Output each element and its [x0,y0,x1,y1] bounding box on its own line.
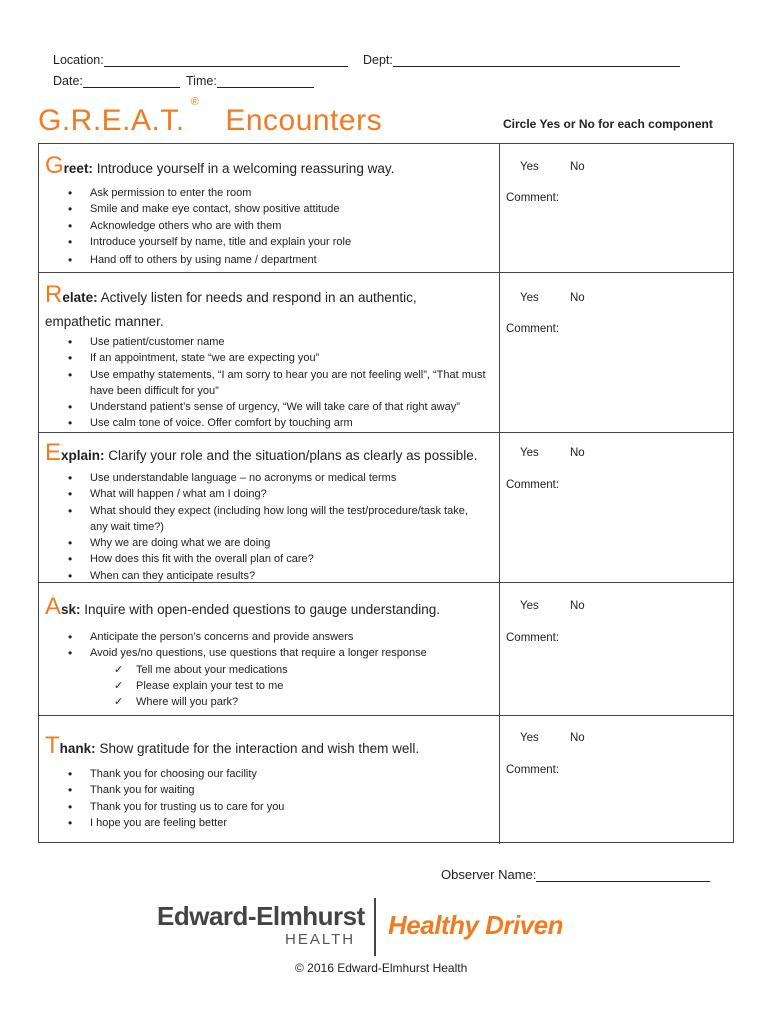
section-description: Show gratitude for the interaction and wish them well. [95,741,420,756]
column-divider [499,583,500,716]
list-item: • When can they anticipate results? [39,568,495,584]
sub-list-item: ✓ Tell me about your medications [39,662,495,678]
great-table [38,143,734,843]
section-description: Clarify your role and the situation/plans as clearly as possible. [104,448,478,463]
time-label: Time: [186,74,217,88]
list-item: • What should they expect (including how long will the test/procedure/task take, any wait time?) [39,503,480,536]
location-row [53,53,348,67]
section-letter: R [45,281,63,308]
section-keyword: reet: [63,161,93,176]
time-row [186,74,314,88]
section-relate [39,272,733,433]
section-explain [39,432,733,583]
section-description-cont: empathetic manner. [45,314,164,329]
comment-label[interactable]: Comment: [506,764,560,776]
dept-label: Dept: [363,53,393,67]
section-letter: A [45,593,62,620]
column-divider [499,716,500,844]
dept-field[interactable] [393,53,680,67]
title-suffix: Encounters [225,104,383,137]
observer-row [441,867,710,882]
logo-divider [374,898,376,956]
no-option[interactable]: No [570,292,585,304]
time-field[interactable] [217,74,314,88]
list-item: • Use calm tone of voice. Offer comfort by touching arm [39,415,495,431]
section-description: Actively listen for needs and respond in an authentic, [97,290,417,305]
list-item: • Thank you for choosing our facility [39,766,495,782]
yes-option[interactable]: Yes [520,600,539,612]
list-item: • I hope you are feeling better [39,815,495,831]
sub-list-item: ✓ Where will you park? [39,694,495,710]
page-title [38,96,383,138]
date-field[interactable] [83,74,180,88]
list-item: • What will happen / what am I doing? [39,486,495,502]
location-field[interactable] [104,53,348,67]
list-item: • Use patient/customer name [39,334,495,350]
title-text: G.R.E.A.T. [38,104,185,137]
comment-label[interactable]: Comment: [506,323,560,335]
section-heading [45,152,394,180]
section-heading [45,439,477,467]
sub-list-item: ✓ Please explain your test to me [39,678,495,694]
date-label: Date: [53,74,83,88]
section-heading [45,281,417,309]
list-item: • Ask permission to enter the room [39,185,495,201]
list-item: • Use empathy statements, “I am sorry to hear you are not feeling well”, “That must have been difficult for you” [39,367,490,400]
copyright-text: © 2016 Edward-Elmhurst Health [295,961,468,975]
yes-option[interactable]: Yes [520,447,539,459]
section-letter: E [45,439,62,466]
healthy-driven-logo: Healthy Driven [388,910,564,940]
list-item: • Acknowledge others who are with them [39,218,495,234]
section-heading [45,593,440,621]
list-item: • Why we are doing what we are doing [39,535,495,551]
list-item: • Understand patient’s sense of urgency, “We will take care of that right away” [39,399,495,415]
section-heading [45,732,419,760]
yes-option[interactable]: Yes [520,732,539,744]
list-item: • Hand off to others by using name / department [39,252,495,268]
section-description: Inquire with open-ended questions to gauge understanding. [80,602,441,617]
section-keyword: elate: [62,290,98,305]
no-option[interactable]: No [570,732,585,744]
yes-option[interactable]: Yes [520,292,539,304]
logo-name: Edward-Elmhurst [157,901,365,931]
column-divider [499,144,500,272]
section-keyword: xplain: [61,448,105,463]
list-item: • Avoid yes/no questions, use questions that require a longer response [39,645,495,661]
circle-instruction: Circle Yes or No for each component [503,117,713,131]
edward-elmhurst-logo [157,901,365,948]
comment-label[interactable]: Comment: [506,632,560,644]
section-keyword: hank: [59,741,96,756]
section-ask [39,582,733,716]
no-option[interactable]: No [570,600,585,612]
section-greet [39,144,733,272]
list-item: • Thank you for trusting us to care for you [39,799,495,815]
bullet-list [39,629,495,710]
yes-option[interactable]: Yes [520,161,539,173]
bullet-list [39,766,495,831]
list-item: • Smile and make eye contact, show positive attitude [39,201,495,217]
bullet-list [39,185,495,268]
comment-label[interactable]: Comment: [506,192,560,204]
no-option[interactable]: No [570,161,585,173]
section-thank [39,715,733,844]
list-item: • Thank you for waiting [39,782,495,798]
list-item: • Introduce yourself by name, title and explain your role [39,234,495,250]
bullet-list [39,470,495,584]
column-divider [499,273,500,433]
date-row [53,74,180,88]
column-divider [499,433,500,583]
section-letter: G [45,152,64,179]
bullet-list [39,334,495,432]
list-item: • How does this fit with the overall plan of care? [39,551,495,567]
no-option[interactable]: No [570,447,585,459]
section-description: Introduce yourself in a welcoming reassuring way. [92,161,395,176]
dept-row [363,53,680,67]
section-keyword: sk: [61,602,81,617]
location-label: Location: [53,53,104,67]
comment-label[interactable]: Comment: [506,479,560,491]
observer-label: Observer Name: [441,867,537,882]
list-item: • If an appointment, state “we are expecting you” [39,350,495,366]
list-item: • Use understandable language – no acronyms or medical terms [39,470,495,486]
registered-mark: ® [190,96,200,108]
section-letter: T [45,732,60,759]
observer-name-field[interactable] [536,867,710,882]
list-item: • Anticipate the person’s concerns and provide answers [39,629,495,645]
logo-sub: HEALTH [285,931,356,948]
